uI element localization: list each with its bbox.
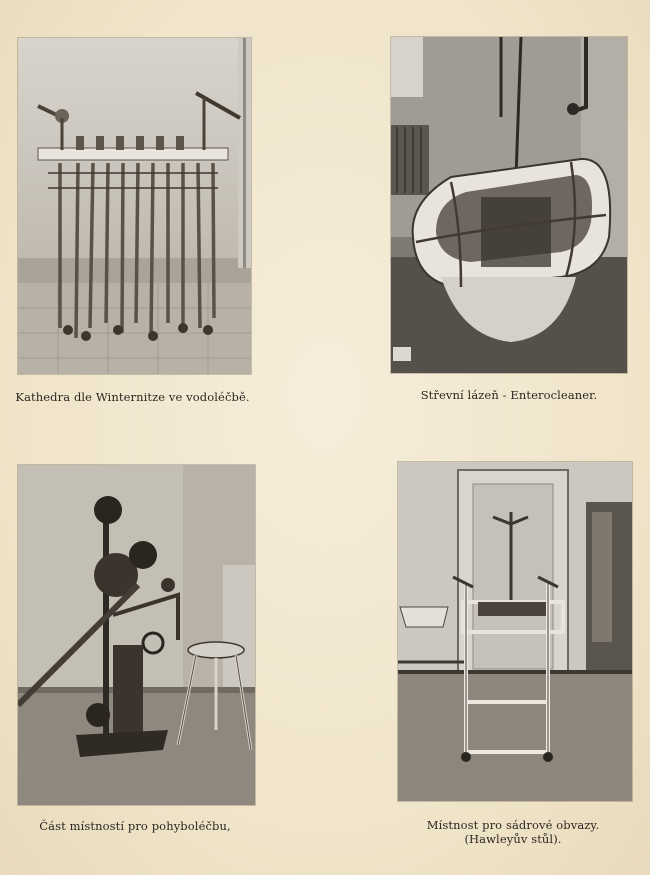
caption-line: (Hawleyův stůl). [464, 832, 562, 846]
caption-line: Místnost pro sádrové obvazy. [426, 818, 600, 832]
caption-kathedra [0, 390, 265, 404]
caption-line: Část místností pro pohyboléčbu, [39, 819, 231, 833]
photo-sadrove [398, 462, 632, 801]
caption-pohybolecba [0, 819, 270, 833]
photo-pohybolecba [18, 465, 255, 805]
caption-sadrove [378, 818, 648, 846]
photo-kathedra [18, 38, 251, 374]
caption-line: Střevní lázeň - Enterocleaner. [420, 388, 598, 402]
caption-line: Kathedra dle Winternitze ve vodoléčbě. [15, 390, 250, 404]
photo-enterocleaner [391, 37, 627, 373]
caption-enterocleaner [380, 388, 638, 402]
